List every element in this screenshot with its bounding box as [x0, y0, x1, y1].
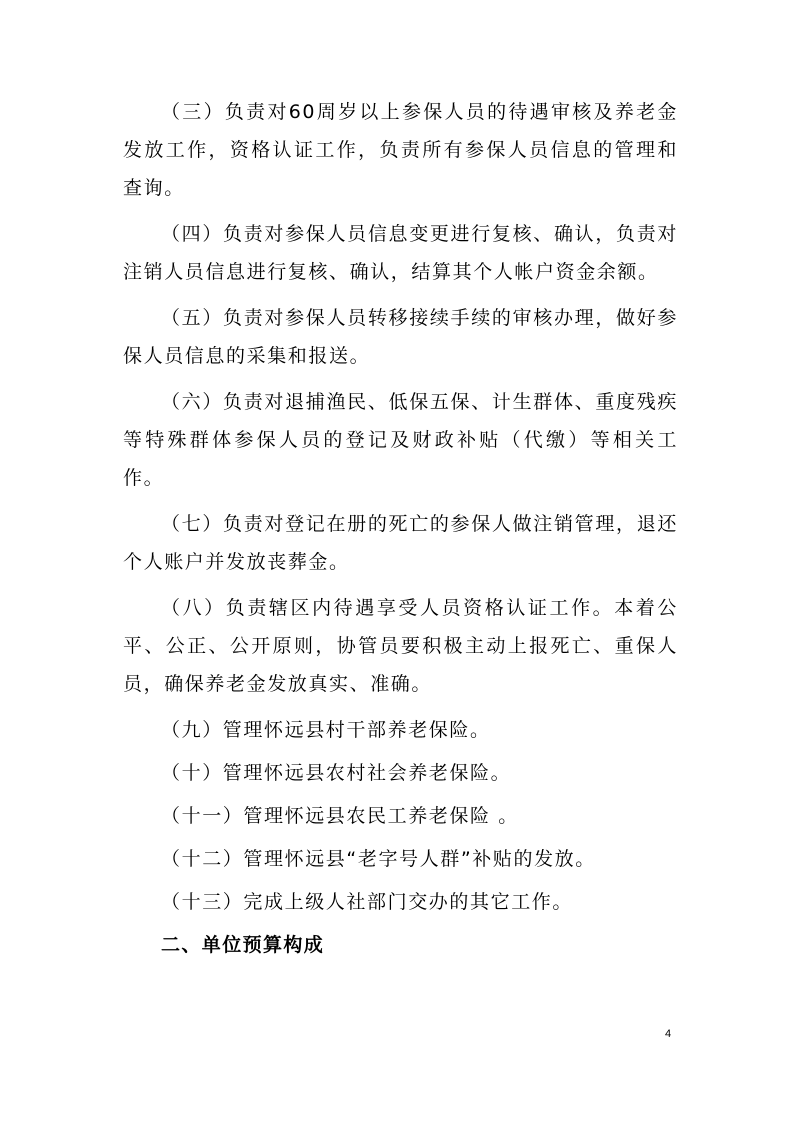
paragraph-item-5: （五）负责对参保人员转移接续手续的审核办理，做好参保人员信息的采集和报送。	[123, 307, 678, 367]
paragraph-item-9: （九）管理怀远县村干部养老保险。	[161, 719, 491, 741]
paragraph-item-13: （十三）完成上级人社部门交办的其它工作。	[161, 891, 574, 913]
document-body	[123, 93, 678, 964]
paragraph-item-6: （六）负责对退捕渔民、低保五保、计生群体、重度残疾等特殊群体参保人员的登记及财政补贴（代缴）等相关工作。	[123, 391, 678, 489]
paragraph-item-12: （十二）管理怀远县“老字号人群”补贴的发放。	[161, 848, 596, 870]
paragraph-item-4: （四）负责对参保人员信息变更进行复核、确认，负责对注销人员信息进行复核、确认，结算其个人帐户资金余额。	[123, 223, 678, 283]
page-number: 4	[665, 1028, 672, 1040]
section-heading: 二、单位预算构成	[161, 934, 325, 956]
paragraph-item-7: （七）负责对登记在册的死亡的参保人做注销管理，退还个人账户并发放丧葬金。	[123, 513, 678, 573]
paragraph-item-10: （十）管理怀远县农村社会养老保险。	[161, 762, 512, 784]
paragraph-item-8: （八）负责辖区内待遇享受人员资格认证工作。本着公平、公正、公开原则，协管员要积极主动上报死亡、重保人员，确保养老金发放真实、准确。	[123, 597, 678, 695]
paragraph-item-11: （十一）管理怀远县农民工养老保险 。	[161, 805, 519, 827]
paragraph-item-3: （三）负责对60周岁以上参保人员的待遇审核及养老金发放工作，资格认证工作，负责所有参保人员信息的管理和查询。	[123, 101, 678, 199]
